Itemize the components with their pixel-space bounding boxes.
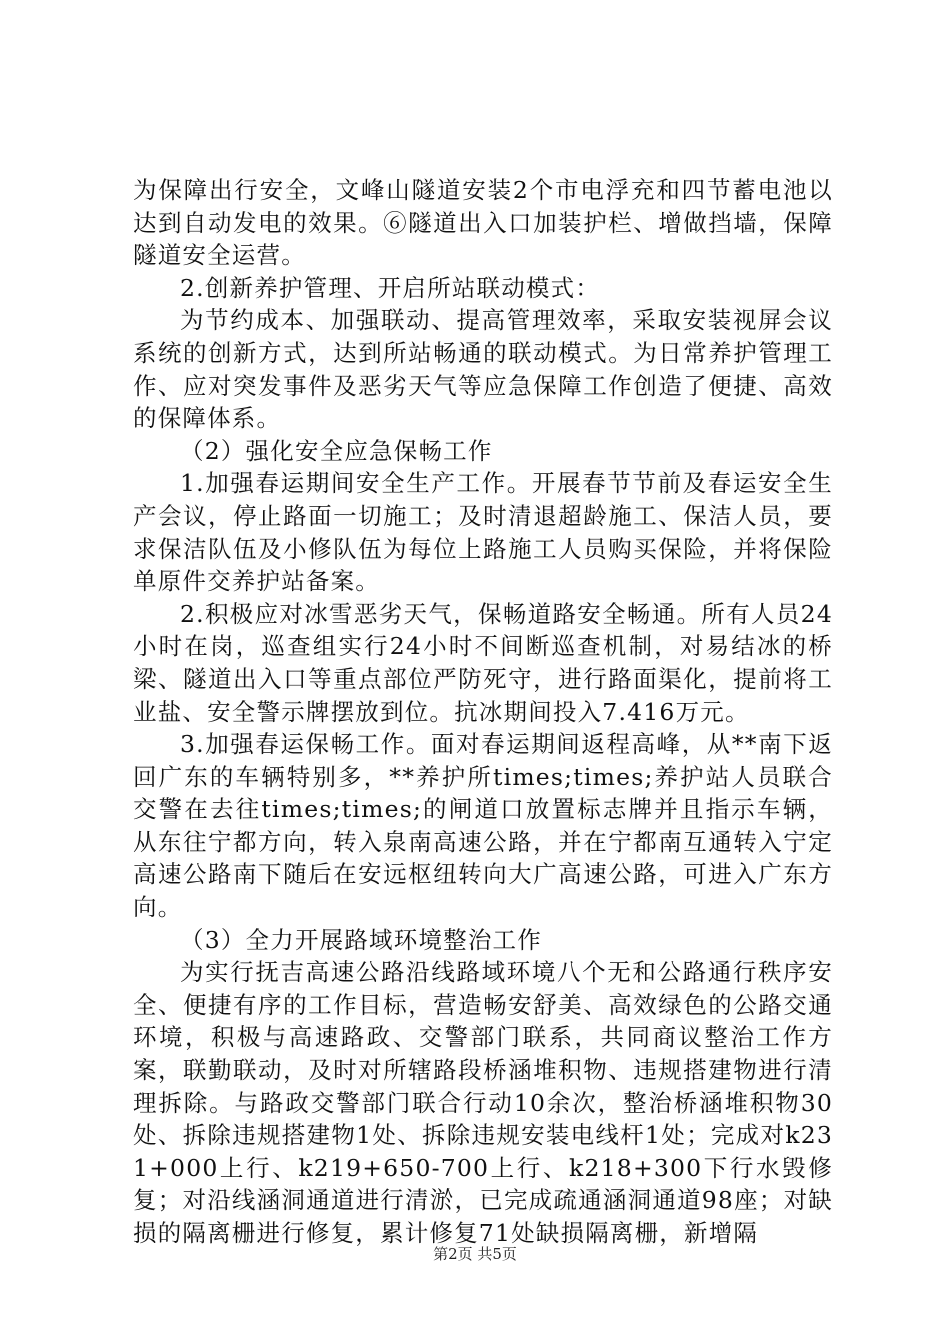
paragraph-3: 为节约成本、加强联动、提高管理效率，采取安装视屏会议系统的创新方式，达到所站畅通的联动模式。为日常养护管理工作、应对突发事件及恶劣天气等应急保障工作创造了便捷、高效的保障体系。 [133, 306, 833, 433]
paragraph-5: 1.加强春运期间安全生产工作。开展春节节前及春运安全生产会议，停止路面一切施工；及时清退超龄施工、保洁人员，要求保洁队伍及小修队伍为每位上路施工人员购买保险，并将保险单原件交养护站备案。 [133, 469, 833, 596]
page-footer: 第2页 共5页 [433, 1245, 517, 1263]
paragraph-9: 为实行抚吉高速公路沿线路域环境八个无和公路通行秩序安全、便捷有序的工作目标，营造畅安舒美、高效绿色的公路交通环境，积极与高速路政、交警部门联系，共同商议整治工作方案，联勤联动，及时对所辖路段桥涵堆积物、违规搭建物进行清理拆除。与路政交警部门联合行动10余次，整治桥涵堆积物30处、拆除违规搭建物1处、拆除违规安装电线杆1处；完成对k231+000上行、k219+650-700上行、k218+300下行水毁修复；对沿线涵洞通道进行清淤，已完成疏通涵洞通道98座；对缺损的隔离栅进行修复，累计修复71处缺损隔离栅，新增隔 [133, 958, 833, 1247]
paragraph-1: 为保障出行安全，文峰山隧道安装2个市电浮充和四节蓄电池以达到自动发电的效果。⑥隧道出入口加装护栏、增做挡墙，保障隧道安全运营。 [133, 176, 833, 270]
paragraph-7: 3.加强春运保畅工作。面对春运期间返程高峰，从**南下返回广东的车辆特别多，**养护所times;times;养护站人员联合交警在去往times;times;的闸道口放置标志牌并且指示车辆，从东往宁都方向，转入泉南高速公路，并在宁都南互通转入宁定高速公路南下随后在安远枢纽转向大广高速公路，可进入广东方向。 [133, 730, 833, 922]
document-body [133, 174, 833, 1250]
paragraph-2-heading: 2.创新养护管理、开启所站联动模式： [180, 273, 601, 302]
section-heading-3: （3）全力开展路域环境整治工作 [180, 925, 542, 954]
paragraph-6: 2.积极应对冰雪恶劣天气，保畅道路安全畅通。所有人员24小时在岗，巡查组实行24小时不间断巡查机制，对易结冰的桥梁、隧道出入口等重点部位严防死守，进行路面渠化，提前将工业盐、安全警示牌摆放到位。抗冰期间投入7.416万元。 [133, 599, 833, 726]
section-heading-2: （2）强化安全应急保畅工作 [180, 436, 493, 465]
